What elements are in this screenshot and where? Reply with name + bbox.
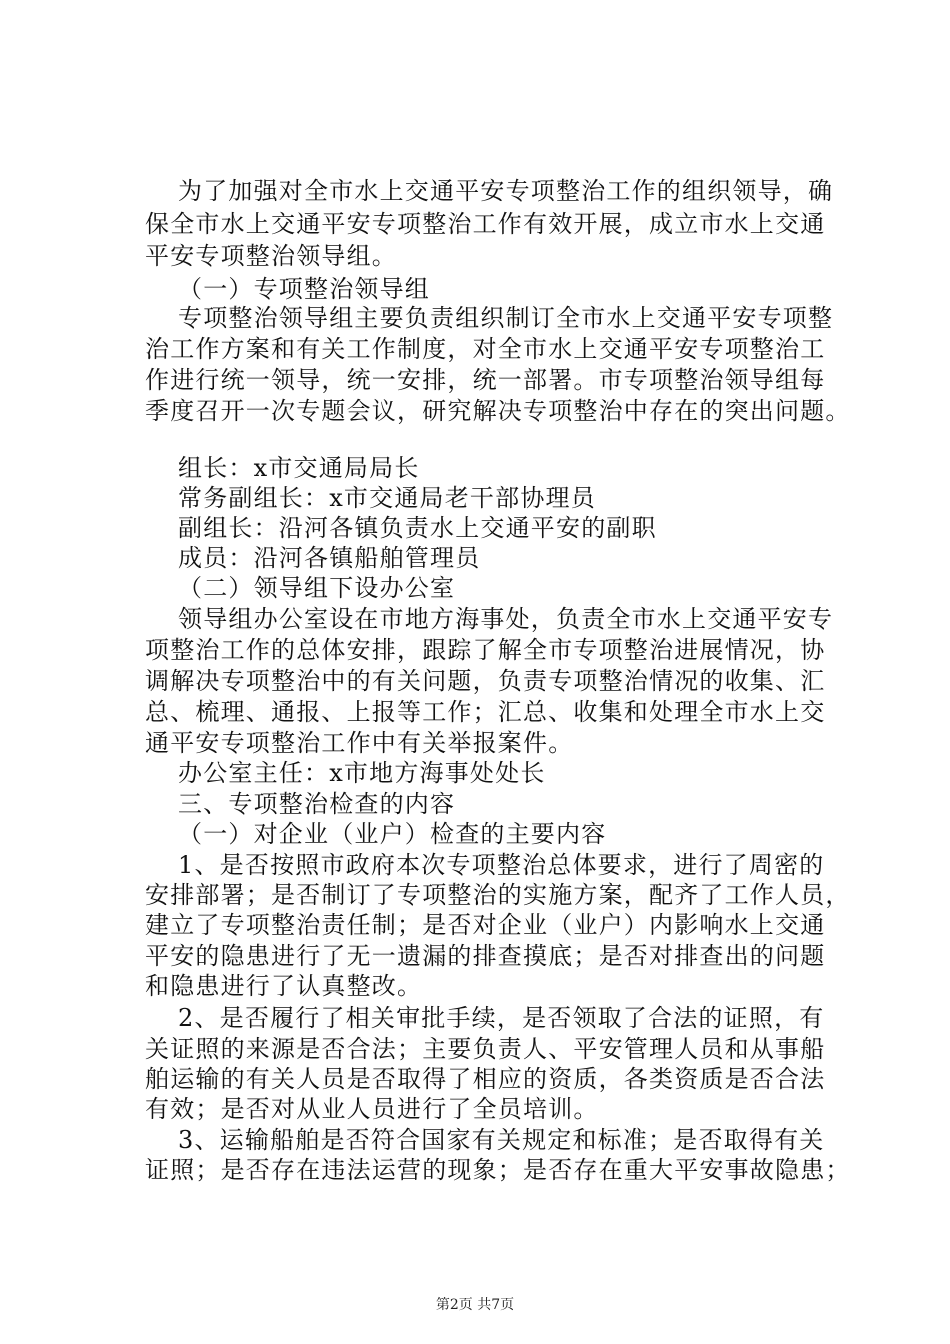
- paragraph-line: 2、是否履行了相关审批手续，是否领取了合法的证照，有: [178, 1004, 825, 1032]
- paragraph-line: 建立了专项整治责任制；是否对企业（业户）内影响水上交通: [145, 911, 826, 939]
- section-heading: （一）对企业（业户）检查的主要内容: [178, 820, 607, 848]
- paragraph-line: 保全市水上交通平安专项整治工作有效开展，成立市水上交通: [145, 210, 826, 238]
- paragraph-line: 平安的隐患进行了无一遗漏的排查摸底；是否对排查出的问题: [145, 942, 826, 970]
- section-heading: 三、专项整治检查的内容: [178, 790, 456, 818]
- paragraph-line: 舶运输的有关人员是否取得了相应的资质，各类资质是否合法: [145, 1065, 826, 1093]
- paragraph-line: 通平安专项整治工作中有关举报案件。: [145, 729, 574, 757]
- section-heading: （一）专项整治领导组: [178, 275, 430, 303]
- paragraph-line: 3、运输船舶是否符合国家有关规定和标准；是否取得有关: [178, 1126, 825, 1154]
- paragraph-line: 关证照的来源是否合法；主要负责人、平安管理人员和从事船: [145, 1035, 826, 1063]
- paragraph-line: 专项整治领导组主要负责组织制订全市水上交通平安专项整: [178, 304, 834, 332]
- paragraph-line: 作进行统一领导，统一安排，统一部署。市专项整治领导组每: [145, 366, 826, 394]
- paragraph-line: 安排部署；是否制订了专项整治的实施方案，配齐了工作人员，: [145, 881, 851, 909]
- member-line: 组长：x市交通局局长: [178, 454, 420, 482]
- paragraph-line: 季度召开一次专题会议，研究解决专项整治中存在的突出问题。: [145, 397, 851, 425]
- paragraph-line: 治工作方案和有关工作制度，对全市水上交通平安专项整治工: [145, 335, 826, 363]
- paragraph-line: 1、是否按照市政府本次专项整治总体要求，进行了周密的: [178, 851, 825, 879]
- paragraph-line: 有效；是否对从业人员进行了全员培训。: [145, 1095, 599, 1123]
- section-heading: （二）领导组下设办公室: [178, 574, 456, 602]
- member-line: 办公室主任：x市地方海事处处长: [178, 759, 546, 787]
- page-number: 第2页 共7页: [435, 1297, 515, 1313]
- member-line: 副组长：沿河各镇负责水上交通平安的副职: [178, 514, 657, 542]
- paragraph-line: 总、梳理、通报、上报等工作；汇总、收集和处理全市水上交: [145, 698, 826, 726]
- paragraph-line: 和隐患进行了认真整改。: [145, 972, 423, 1000]
- member-line: 成员：沿河各镇船舶管理员: [178, 544, 481, 572]
- paragraph-line: 领导组办公室设在市地方海事处，负责全市水上交通平安专: [178, 605, 834, 633]
- paragraph-line: 调解决专项整治中的有关问题，负责专项整治情况的收集、汇: [145, 667, 826, 695]
- paragraph-line: 平安专项整治领导组。: [145, 242, 397, 270]
- paragraph-line: 证照；是否存在违法运营的现象；是否存在重大平安事故隐患；: [145, 1156, 851, 1184]
- paragraph-line: 为了加强对全市水上交通平安专项整治工作的组织领导，确: [178, 177, 834, 205]
- paragraph-line: 项整治工作的总体安排，跟踪了解全市专项整治进展情况，协: [145, 636, 826, 664]
- member-line: 常务副组长：x市交通局老干部协理员: [178, 484, 596, 512]
